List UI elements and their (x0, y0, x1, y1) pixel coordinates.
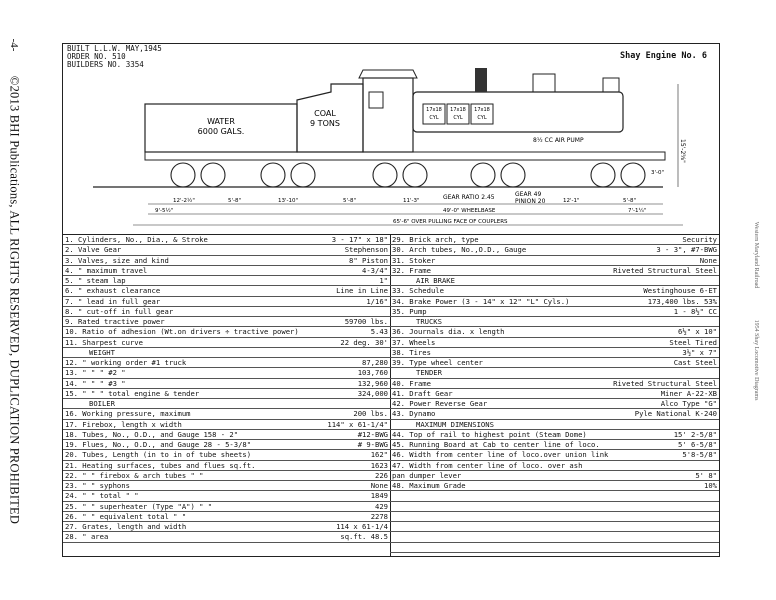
spec-value: 3 - 3", #7-BWG (656, 245, 717, 255)
spec-value: 10% (704, 481, 717, 490)
cyl-size-3: 17x18 (474, 107, 490, 113)
spec-label: pan dumper lever (392, 470, 462, 480)
spec-row (390, 502, 719, 512)
spec-label: 36. Journals dia. x length (392, 327, 505, 337)
right-margin-subtitle: 1954 Shay Locomotive Diagrams (753, 319, 759, 401)
dim-5: 5'-8" (343, 198, 357, 204)
spec-value: 1623 (370, 460, 388, 470)
spec-label: 11. Sharpest curve (65, 337, 143, 347)
spec-value: 2278 (370, 511, 388, 521)
spec-row (390, 522, 719, 532)
cyl-label-3: CYL (477, 115, 487, 121)
spec-row (63, 286, 390, 296)
spec-row (390, 491, 719, 501)
spec-label: MAXIMUM DIMENSIONS (416, 419, 494, 429)
spec-row (63, 430, 390, 440)
section-heading (63, 348, 390, 358)
spec-label: 8. " cut-off in full gear (65, 306, 174, 316)
spec-value: 103,760 (357, 368, 388, 378)
spec-value: Riveted Structural Steel (613, 378, 717, 388)
order-line: ORDER NO. 510 (67, 52, 126, 61)
section-heading (390, 368, 719, 378)
dim-1: 9'-5½" (155, 208, 174, 214)
smokestack (475, 68, 487, 92)
spec-row (390, 409, 719, 419)
copyright-notice: ©2013 BHI Publications, ALL RIGHTS RESERVED, DUPLICATION PROHIBITED (7, 75, 22, 525)
spec-row (390, 338, 719, 348)
spec-row (390, 389, 719, 399)
spec-row (390, 512, 719, 522)
spec-column-right (390, 235, 719, 557)
dim-8: 5'-8" (623, 198, 637, 204)
gear-ratio-label: GEAR RATIO 2.45 (443, 194, 495, 201)
spec-label: 16. Working pressure, maximum (65, 409, 191, 419)
spec-label: 9. Rated tractive power (65, 317, 165, 326)
spec-row (63, 307, 390, 317)
spec-row (63, 502, 390, 512)
spec-row (63, 420, 390, 430)
spec-row (63, 297, 390, 307)
spec-row (63, 522, 390, 532)
spec-value: 6½" x 10" (678, 327, 717, 337)
spec-label: 40. Frame (392, 378, 431, 388)
spec-table (63, 234, 719, 557)
spec-row (63, 245, 390, 255)
spec-value: Security (682, 235, 717, 244)
spec-value: Riveted Structural Steel (613, 265, 717, 275)
spec-label: 26. " " equivalent total " " (65, 511, 187, 521)
spec-row (390, 399, 719, 409)
spec-row (390, 379, 719, 389)
dim-4: 13'-10" (278, 198, 299, 204)
wheelbase-label: 49'-0" WHEELBASE (443, 208, 496, 214)
coal-qty-label: 9 TONS (310, 119, 340, 128)
right-margin (736, 0, 776, 600)
spec-label: 19. Flues, No., O.D., and Gauge 28 - 5-3/8" (65, 440, 252, 449)
spec-label: 38. Tires (392, 347, 431, 357)
spec-row (63, 481, 390, 491)
spec-label: 5. " steam lap (65, 276, 126, 285)
spec-row (63, 512, 390, 522)
dim-6: 11'-3" (403, 198, 420, 204)
spec-row (63, 471, 390, 481)
spec-value: 173,400 lbs. 53% (647, 296, 717, 306)
spec-label: 14. " " " #3 " (65, 378, 126, 388)
spec-value: 200 lbs. (353, 409, 388, 419)
spec-label: AIR BRAKE (416, 276, 455, 285)
water-qty-label: 6000 GALS. (197, 127, 245, 136)
spec-row (390, 450, 719, 460)
spec-row (63, 256, 390, 266)
spec-value: 4-3/4" (362, 265, 388, 275)
spec-row (390, 481, 719, 491)
section-heading (390, 317, 719, 327)
spec-row (390, 440, 719, 450)
water-label: WATER (207, 117, 235, 126)
height-label: 15'-2⅝" (679, 139, 686, 163)
spec-label: TENDER (416, 368, 442, 378)
cyl-label-1: CYL (429, 115, 439, 121)
spec-value: Cast Steel (673, 358, 717, 367)
spec-row (390, 471, 719, 481)
spec-value: 162" (370, 450, 388, 460)
spec-row (63, 368, 390, 378)
spec-label: 1. Cylinders, No., Dia., & Stroke (65, 235, 208, 244)
spec-row (390, 266, 719, 276)
spec-value: #12-BWG (357, 429, 388, 439)
spec-row (63, 389, 390, 399)
spec-row (63, 338, 390, 348)
spec-value: 15' 2-5/8" (673, 429, 717, 439)
main-frame (145, 152, 665, 160)
dim-11: 3'-0" (651, 170, 665, 176)
spec-label: 12. " working order #1 truck (65, 358, 187, 367)
dim-2: 12'-2½" (173, 198, 195, 204)
spec-value: 1849 (370, 491, 388, 501)
cyl-label-2: CYL (453, 115, 463, 121)
spec-value: 429 (375, 501, 388, 511)
spec-value: sq.ft. 48.5 (340, 532, 388, 542)
spec-value: 1" (379, 276, 388, 285)
cab-roof (359, 70, 417, 78)
spec-row (390, 430, 719, 440)
spec-row (390, 297, 719, 307)
spec-value: 87,280 (362, 358, 388, 367)
spec-value: 226 (375, 470, 388, 480)
spec-row (63, 266, 390, 276)
spec-label: WEIGHT (89, 347, 115, 357)
cab-window (369, 92, 383, 108)
spec-value: 5' 8" (695, 470, 717, 480)
spec-label: 30. Arch tubes, No.,O.D., Gauge (392, 245, 527, 255)
spec-label: 17. Firebox, length x width (65, 419, 182, 429)
pinion-label: PINION 20 (515, 198, 546, 205)
spec-label: 18. Tubes, No., O.D., and Gauge 158 - 2" (65, 429, 239, 439)
spec-label: 42. Power Reverse Gear (392, 399, 488, 408)
dim-3: 5'-8" (228, 198, 242, 204)
spec-value: None (699, 255, 717, 265)
spec-row (390, 532, 719, 542)
engine-title: Shay Engine No. 6 (620, 51, 707, 61)
spec-label: 23. " " syphons (65, 481, 130, 490)
spec-value: 3 - 17" x 18" (331, 235, 388, 244)
couplers-label: 65'-6" OVER PULLING FACE OF COUPLERS (393, 219, 508, 225)
spec-label: 37. Wheels (392, 337, 436, 347)
spec-label: BOILER (89, 399, 115, 408)
gear-label: GEAR 49 (515, 191, 542, 198)
spec-value: 5.43 (370, 327, 388, 337)
spec-value: # 9-BWG (357, 440, 388, 449)
spec-label: 43. Dynamo (392, 409, 436, 419)
spec-value: Line in Line (336, 286, 388, 296)
spec-row (63, 235, 390, 245)
spec-label: 27. Grates, length and width (65, 522, 187, 531)
spec-value: 5'8-5/8" (682, 450, 717, 460)
spec-label: 33. Schedule (392, 286, 444, 296)
spec-row (390, 543, 719, 553)
spec-row (390, 327, 719, 337)
spec-label: 45. Running Board at Cab to center line of loco. (392, 440, 600, 449)
spec-label: 20. Tubes, Length (in to in of tube sheets) (65, 450, 252, 460)
spec-label: 47. Width from center line of loco. over ash (392, 460, 583, 470)
spec-value: 324,000 (357, 388, 388, 398)
section-heading (63, 399, 390, 409)
spec-value: Steel Tired (669, 337, 717, 347)
spec-row (63, 327, 390, 337)
spec-label: 34. Brake Power (3 - 14" x 12" "L" Cyls.) (392, 296, 570, 306)
spec-value: Stephenson (344, 245, 388, 255)
air-pump-label: 8½ CC AIR PUMP (533, 137, 584, 144)
spec-label: 46. Width from center line of loco.over union link (392, 450, 609, 460)
builders-line: BUILDERS NO. 3354 (67, 60, 144, 69)
spec-row (63, 532, 390, 542)
spec-label: TRUCKS (416, 317, 442, 326)
spec-label: 7. " lead in full gear (65, 296, 161, 306)
spec-value: 22 deg. 30' (340, 337, 388, 347)
left-margin (0, 0, 30, 600)
coal-label: COAL (314, 109, 336, 118)
spec-value: 3½" x 7" (682, 347, 717, 357)
dim-9: 7'-1¼" (628, 208, 647, 214)
dim-7: 12'-1" (563, 198, 580, 204)
spec-label: 25. " " superheater (Type "A") " " (65, 501, 213, 511)
locomotive-diagram-sheet (62, 43, 720, 557)
spec-value: 1 - 8½" CC (673, 306, 717, 316)
spec-column-left (63, 235, 391, 557)
spec-row (390, 307, 719, 317)
spec-value: Pyle National K-240 (634, 409, 717, 419)
spec-row (390, 235, 719, 245)
coal-bunker (297, 84, 363, 152)
spec-row (63, 379, 390, 389)
wheels (171, 163, 645, 187)
cab (363, 78, 413, 152)
spec-label: 48. Maximum Grade (392, 481, 466, 490)
spec-value: 1/16" (366, 296, 388, 306)
spec-value: 8" Piston (349, 255, 388, 265)
spec-row (63, 358, 390, 368)
spec-value: Westinghouse 6-ET (643, 286, 717, 296)
spec-row (390, 348, 719, 358)
spec-label: 41. Draft Gear (392, 388, 453, 398)
spec-label: 39. Type wheel center (392, 358, 483, 367)
spec-label: 35. Pump (392, 306, 427, 316)
spec-row (63, 276, 390, 286)
spec-label: 32. Frame (392, 265, 431, 275)
spec-row (390, 245, 719, 255)
spec-value: 59700 lbs. (344, 317, 388, 326)
section-heading (390, 276, 719, 286)
headlight (603, 78, 619, 92)
spec-value: Miner A-22-XB (660, 388, 717, 398)
spec-label: 3. Valves, size and kind (65, 255, 169, 265)
spec-label: 6. " exhaust clearance (65, 286, 161, 296)
spec-value: Alco Type "G" (660, 399, 717, 408)
spec-row (63, 317, 390, 327)
right-margin-title: Western Maryland Railroad (753, 221, 759, 289)
spec-row (63, 440, 390, 450)
spec-label: 4. " maximum travel (65, 265, 148, 275)
spec-label: 21. Heating surfaces, tubes and flues sq.ft. (65, 460, 256, 470)
spec-label: 13. " " " #2 " (65, 368, 126, 378)
steam-dome (533, 74, 555, 92)
spec-value: 132,960 (357, 378, 388, 388)
spec-label: 31. Stoker (392, 255, 436, 265)
spec-label: 28. " area (65, 532, 109, 542)
locomotive-drawing (63, 44, 719, 234)
built-line: BUILT L.L.W. MAY,1945 (67, 44, 162, 53)
spec-row (390, 286, 719, 296)
cyl-size-1: 17x18 (426, 107, 442, 113)
section-heading (390, 420, 719, 430)
page-number: -4- (8, 38, 20, 52)
spec-value: 114" x 61-1/4" (327, 419, 388, 429)
spec-label: 2. Valve Gear (65, 245, 122, 255)
spec-row (63, 491, 390, 501)
spec-row (63, 450, 390, 460)
spec-label: 24. " " total " " (65, 491, 139, 501)
spec-row (390, 358, 719, 368)
spec-label: 29. Brick arch, type (392, 235, 479, 244)
spec-label: 15. " " " total engine & tender (65, 388, 200, 398)
spec-row (390, 461, 719, 471)
spec-row (390, 256, 719, 266)
cyl-size-2: 17x18 (450, 107, 466, 113)
spec-value: 5' 6-5/8" (678, 440, 717, 449)
spec-label: 10. Ratio of adhesion (Wt.on drivers ÷ tractive power) (65, 327, 299, 337)
spec-label: 22. " " firebox & arch tubes " " (65, 470, 204, 480)
spec-value: 114 x 61-1/4 (336, 522, 388, 531)
spec-label: 44. Top of rail to highest point (Steam Dome) (392, 429, 587, 439)
spec-row (63, 409, 390, 419)
spec-row (63, 461, 390, 471)
spec-value: None (370, 481, 388, 490)
